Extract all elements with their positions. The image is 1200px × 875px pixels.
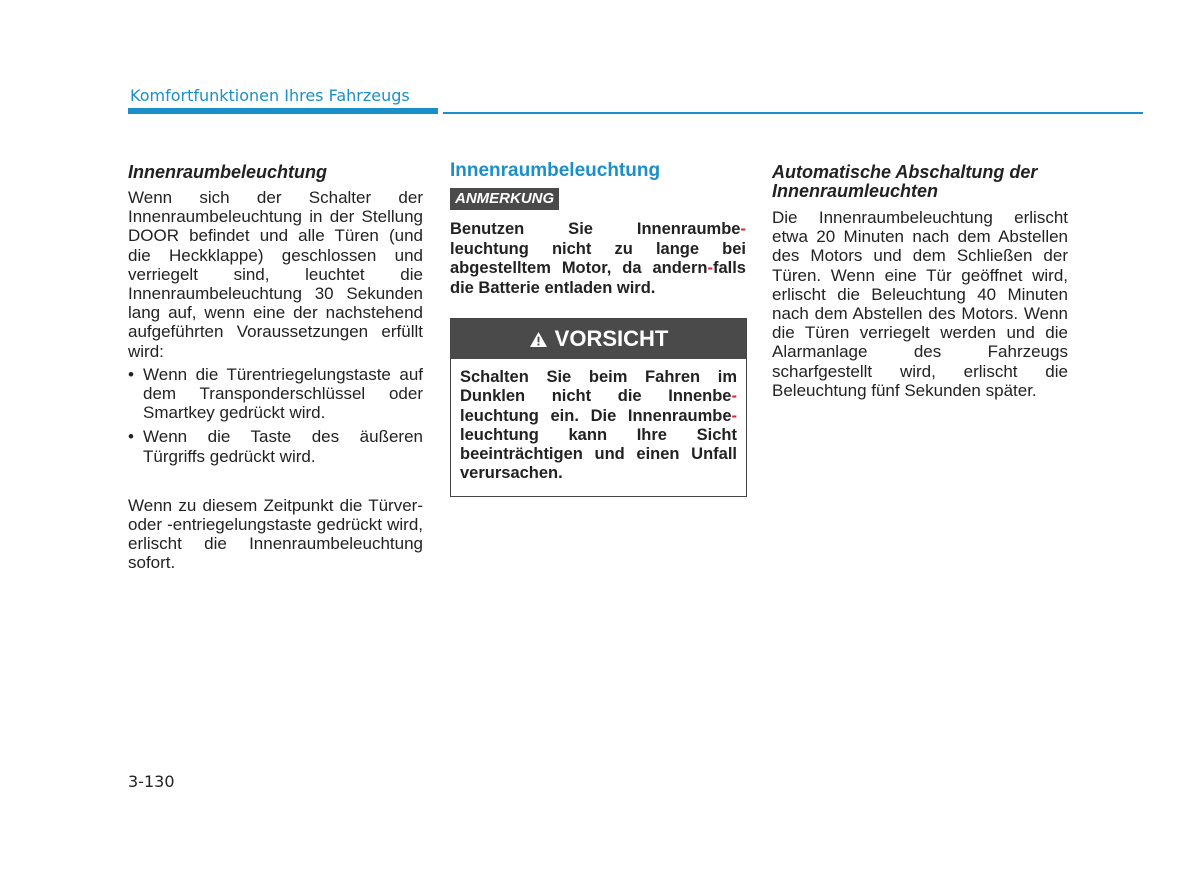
left-paragraph-1: Wenn sich der Schalter der Innenraumbeleuchtung in der Stellung DOOR befindet und alle Türen (und die Heckklappe) geschlossen und verriegelt sind, leuchtet die Innenraumbeleuchtung 30 Sekunden lang auf, wenn eine der nachstehend aufgeführten Voraussetzungen erfüllt wird: — [128, 188, 423, 361]
note-text — [450, 220, 746, 298]
left-subheading: Innenraumbeleuchtung — [128, 162, 328, 182]
hyphen-mark: - — [731, 387, 737, 406]
section-heading: Innenraumbeleuchtung — [450, 160, 661, 181]
conditions-list — [128, 365, 423, 466]
left-paragraph-2: Wenn zu diesem Zeitpunkt die Türver- oder -entriegelungstaste gedrückt wird, erlischt die Innenraumbeleuchtung sofort. — [128, 495, 423, 573]
list-item-text: Wenn die Taste des äußeren Türgriffs gedrückt wird. — [143, 427, 423, 466]
bullet-icon: • — [128, 427, 134, 447]
left-column — [128, 160, 423, 573]
caution-text-part: leuchtung kann Ihre Sicht beeinträchtigen und einen Unfall verursachen. — [460, 425, 737, 483]
header-bar-thick — [128, 108, 438, 114]
page-number: 3-130 — [128, 772, 175, 791]
note-text-part: Benutzen Sie Innenraumbe — [450, 220, 741, 238]
list-item-text: Wenn die Türentriegelungstaste auf dem Transponderschlüssel oder Smartkey gedrückt wird. — [143, 364, 423, 423]
hyphen-mark: - — [731, 406, 737, 425]
caution-text-part: Schalten Sie beim Fahren im Dunklen nicht die Innenbe — [460, 368, 737, 406]
caution-title: VORSICHT — [554, 326, 669, 351]
note-text-part: falls die Batterie entladen wird. — [450, 259, 746, 297]
list-item — [128, 427, 423, 465]
chapter-title: Komfortfunktionen Ihres Fahrzeugs — [130, 86, 410, 105]
list-item — [128, 365, 423, 423]
warning-triangle-icon — [529, 331, 548, 348]
right-subheading: Automatische Abschaltung der Innenraumleuchten — [772, 162, 1038, 201]
caution-header — [451, 319, 746, 359]
caution-text — [451, 359, 746, 496]
caution-box — [450, 318, 747, 497]
right-paragraph: Die Innenraumbeleuchtung erlischt etwa 20 Minuten nach dem Abstellen des Motors und dem Schließen der Türen. Wenn eine Tür geöffnet wird, erlischt die Beleuchtung 40 Minuten nach dem Abstellen des Motors. Wenn die Türen verriegelt werden und die Alarmanlage des Fahrzeugs scharfgestellt wird, erlischt die Beleuchtung fünf Sekunden später. — [772, 208, 1068, 400]
note-text-part: leuchtung nicht zu lange bei abgestelltem Motor, da andern — [450, 239, 746, 277]
bullet-icon: • — [128, 364, 134, 384]
middle-column — [450, 160, 746, 497]
hyphen-mark: - — [707, 259, 713, 277]
caution-text-part: leuchtung ein. Die Innenraumbe — [460, 406, 732, 425]
note-label: ANMERKUNG — [450, 188, 559, 210]
hyphen-mark: - — [740, 220, 746, 238]
header-bar-thin — [443, 112, 1143, 114]
right-column — [772, 160, 1068, 400]
